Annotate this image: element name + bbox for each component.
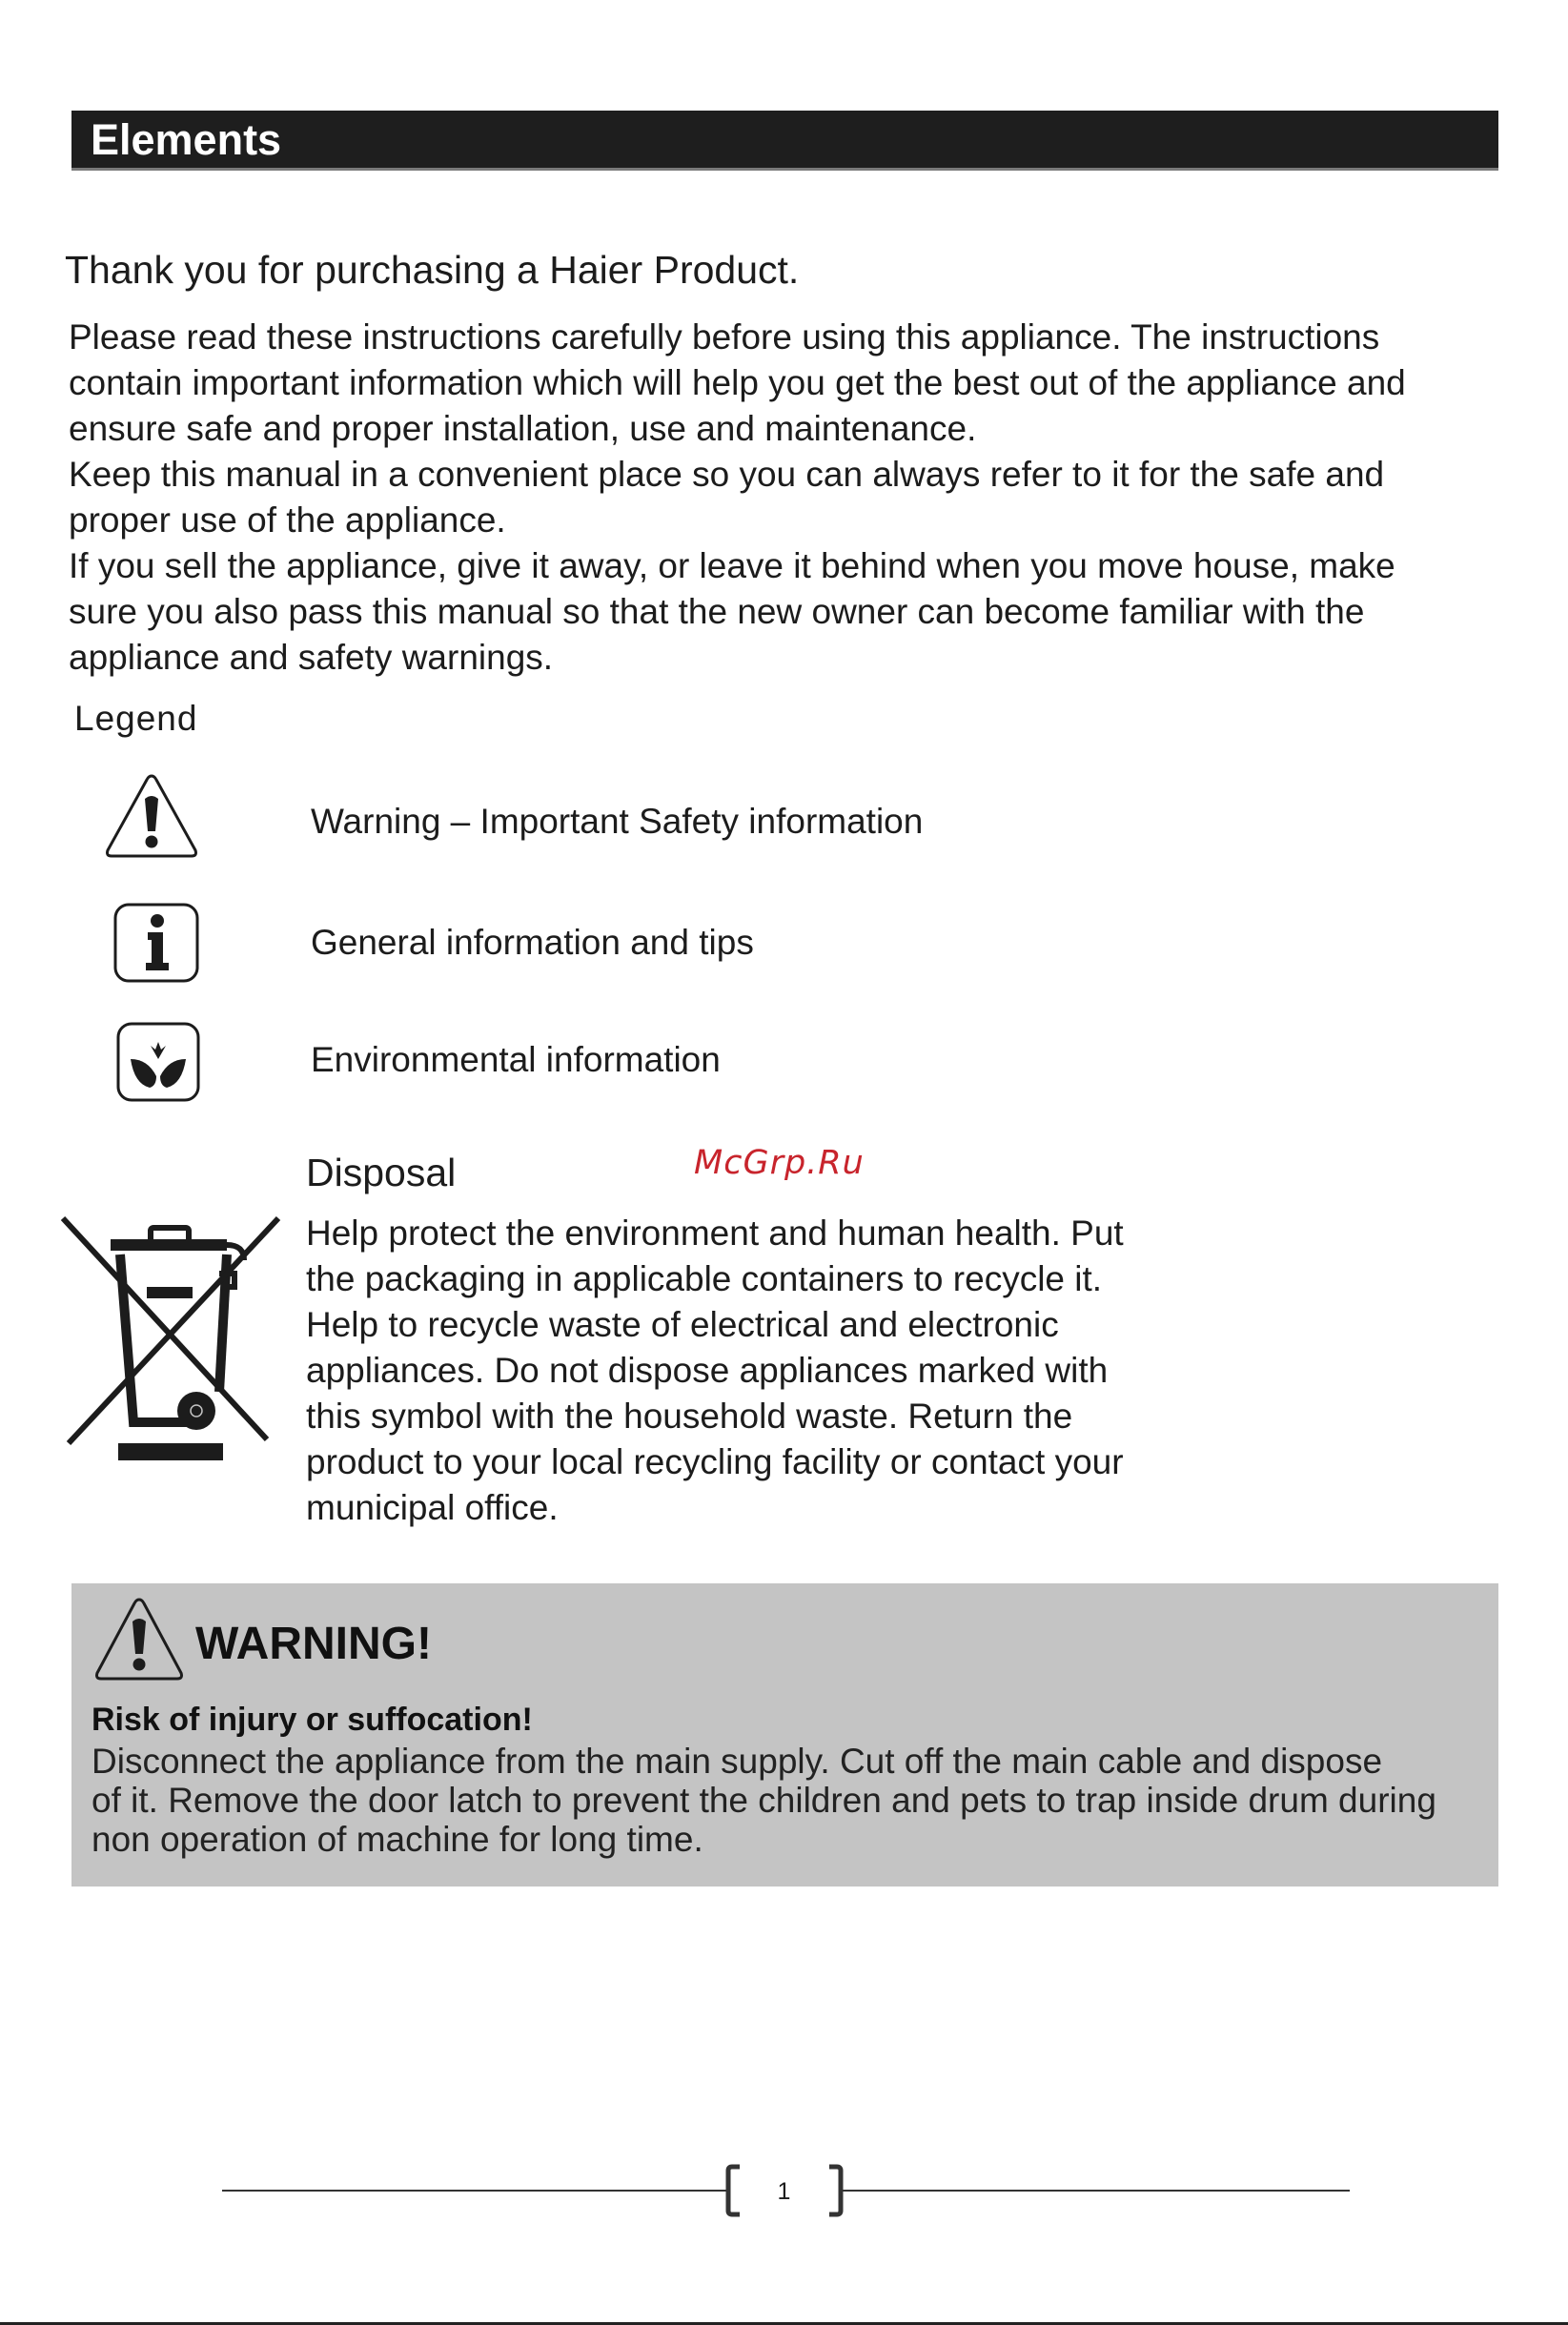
intro-line: sure you also pass this manual so that the new owner can become familiar with the	[69, 592, 1365, 631]
right-bracket-icon	[825, 2164, 845, 2222]
disposal-line: this symbol with the household waste. Return the	[306, 1397, 1073, 1436]
footer-rule-right	[843, 2190, 1350, 2192]
page-number: 1	[777, 2178, 791, 2205]
disposal-heading: Disposal	[306, 1151, 457, 1194]
intro-line: Keep this manual in a convenient place so you can always refer to it for the safe and	[69, 455, 1385, 494]
warning-triangle-icon	[92, 1595, 186, 1689]
footer-rule-left	[222, 2190, 727, 2192]
disposal-line: the packaging in applicable containers to recycle it.	[306, 1259, 1103, 1298]
legend-item-info-text: General information and tips	[311, 923, 754, 962]
disposal-line: Help protect the environment and human health. Put	[306, 1213, 1124, 1253]
warning-paragraph	[92, 1742, 1493, 1859]
warning-line: non operation of machine for long time.	[92, 1820, 703, 1859]
disposal-line: appliances. Do not dispose appliances marked with	[306, 1351, 1109, 1390]
disposal-paragraph	[306, 1211, 1221, 1531]
section-title: Elements	[91, 115, 282, 164]
section-header	[71, 111, 1498, 171]
intro-line: appliance and safety warnings.	[69, 638, 554, 677]
warning-subtitle: Risk of injury or suffocation!	[92, 1702, 533, 1738]
left-bracket-icon	[724, 2164, 743, 2222]
watermark-text: McGrp.Ru	[694, 1144, 865, 1182]
warning-box	[71, 1583, 1498, 1887]
warning-title: WARNING!	[195, 1619, 432, 1669]
legend-item-environment-text: Environmental information	[311, 1040, 721, 1079]
thanks-heading: Thank you for purchasing a Haier Product.	[65, 248, 800, 292]
warning-line: Disconnect the appliance from the main supply. Cut off the main cable and dispose	[92, 1742, 1383, 1781]
crossed-out-wheelie-bin-icon	[57, 1211, 286, 1473]
warning-triangle-icon	[103, 770, 200, 867]
environment-flower-icon	[115, 1021, 201, 1108]
disposal-line: product to your local recycling facility or contact your	[306, 1442, 1124, 1481]
intro-line: contain important information which will help you get the best out of the appliance and	[69, 363, 1406, 402]
warning-line: of it. Remove the door latch to prevent the children and pets to trap inside drum during	[92, 1781, 1436, 1820]
intro-line: ensure safe and proper installation, use and maintenance.	[69, 409, 977, 448]
disposal-line: municipal office.	[306, 1488, 559, 1527]
intro-paragraph	[69, 315, 1556, 681]
disposal-line: Help to recycle waste of electrical and electronic	[306, 1305, 1059, 1344]
intro-line: If you sell the appliance, give it away, or leave it behind when you move house, make	[69, 546, 1395, 585]
legend-item-warning-text: Warning – Important Safety information	[311, 802, 924, 841]
intro-line: Please read these instructions carefully before using this appliance. The instructions	[69, 317, 1380, 357]
intro-line: proper use of the appliance.	[69, 500, 506, 540]
legend-heading: Legend	[74, 699, 198, 738]
info-icon	[112, 902, 200, 989]
